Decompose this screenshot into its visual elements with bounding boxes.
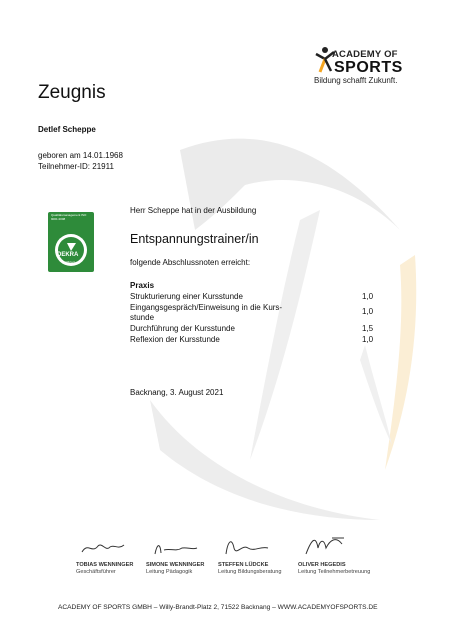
place-date: Backnang, 3. August 2021 [130, 388, 224, 397]
grade-value: 1,0 [362, 307, 374, 316]
dekra-certification-badge [48, 212, 94, 272]
signatory-role: Leitung Teilnehmerbetreuung [298, 569, 371, 575]
grade-row [130, 303, 375, 323]
grade-row [130, 292, 375, 302]
grade-label: Durchführung der Kursstunde [130, 324, 235, 333]
section-heading: Praxis [130, 281, 155, 290]
academy-logo [314, 46, 406, 84]
badge-sub: zertifiziert [62, 260, 75, 264]
signatory-name: OLIVER HEGEDIS [298, 562, 346, 568]
intro-text: Herr Scheppe hat in der Ausbildung [130, 206, 257, 215]
signatory-role: Geschäftsführer [76, 569, 116, 575]
signatory-role: Leitung Bildungsberatung [218, 569, 282, 575]
birth-date: geboren am 14.01.1968 [38, 151, 123, 160]
signatory-role: Leitung Pädagogik [146, 569, 193, 575]
signatory-name: SIMONE WENNINGER [146, 562, 205, 568]
logo-line2: SPORTS [334, 59, 403, 76]
signature-image [222, 536, 272, 558]
grade-label: Eingangsgespräch/Einweisung in die Kurs-stunde [130, 303, 283, 322]
signatory [146, 562, 204, 576]
signature-image [80, 538, 130, 558]
course-name: Entspannungstrainer/in [130, 232, 259, 246]
grade-row [130, 335, 375, 345]
signatory [218, 562, 281, 576]
grades-intro: folgende Abschlussnoten erreicht: [130, 258, 251, 267]
signatory [76, 562, 133, 576]
document-title: Zeugnis [38, 82, 106, 103]
signatory [298, 562, 370, 576]
badge-text-top: Qualitätsmanagement ISO 9001:2008 [51, 213, 87, 221]
recipient-name: Detlef Scheppe [38, 125, 96, 134]
badge-brand: DEKRA [57, 252, 79, 258]
signatory-name: TOBIAS WENNINGER [76, 562, 134, 568]
logo-tagline: Bildung schafft Zukunft. [314, 76, 398, 85]
grade-value: 1,0 [362, 292, 374, 301]
footer-text: ACADEMY OF SPORTS GMBH – Willy-Brandt-Platz 2, 71522 Backnang – WWW.ACADEMYOFSPORTS.DE [58, 604, 378, 611]
grade-label: Strukturierung einer Kursstunde [130, 292, 243, 301]
grade-row [130, 324, 375, 334]
grade-value: 1,0 [362, 335, 374, 344]
grade-label: Reflexion der Kursstunde [130, 335, 220, 344]
signatory-name: STEFFEN LÜDCKE [218, 562, 269, 568]
signature-image [302, 534, 352, 558]
grade-value: 1,5 [362, 324, 374, 333]
logo-line1: ACADEMY OF [332, 49, 398, 60]
participant-id: Teilnehmer-ID: 21911 [38, 162, 114, 171]
signature-image [152, 538, 202, 558]
